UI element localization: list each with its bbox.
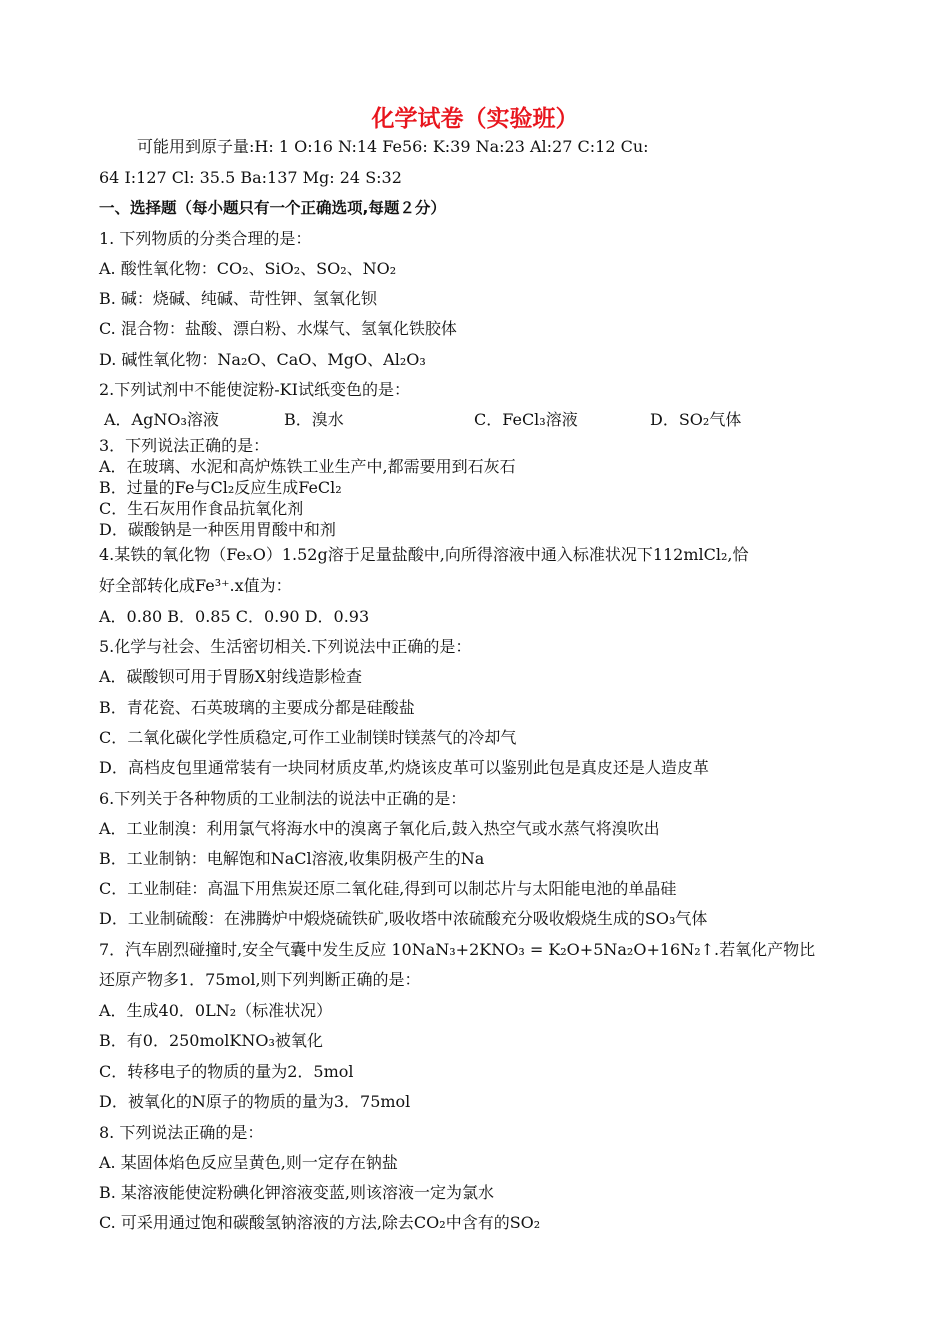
question-6-option-c: C．工业制硅：高温下用焦炭还原二氧化硅,得到可以制芯片与太阳能电池的单晶硅: [99, 879, 677, 898]
question-3-stem: 3．下列说法正确的是：: [99, 436, 270, 455]
question-6-option-a: A．工业制溴：利用氯气将海水中的溴离子氧化后,鼓入热空气或水蒸气将溴吹出: [99, 819, 660, 838]
question-2-stem: 2.下列试剂中不能使淀粉-KI试纸变色的是：: [99, 380, 410, 399]
question-7-stem-line-1: 7．汽车剧烈碰撞时,安全气囊中发生反应 10NaN₃+2KNO₃ = K₂O+5Na₂O+16N₂↑.若氧化产物比: [99, 940, 816, 959]
question-2-option-a: A．AgNO₃溶液: [104, 410, 219, 429]
question-3-option-b: B．过量的Fe与Cl₂反应生成FeCl₂: [99, 478, 342, 497]
question-8-option-b: B. 某溶液能使淀粉碘化钾溶液变蓝,则该溶液一定为氯水: [99, 1183, 495, 1202]
question-4-stem-line-2: 好全部转化成Fe³⁺.x值为：: [99, 576, 292, 595]
question-5-option-b: B．青花瓷、石英玻璃的主要成分都是硅酸盐: [99, 698, 415, 717]
section-1-header: 一、选择题（每小题只有一个正确选项,每题２分）: [99, 199, 446, 217]
question-4-stem-line-1: 4.某铁的氧化物（FeₓO）1.52g溶于足量盐酸中,向所得溶液中通入标准状况下112mlCl₂,恰: [99, 545, 749, 564]
question-7-option-d: D．被氧化的N原子的物质的量为3．75mol: [99, 1092, 411, 1111]
question-1-stem: 1. 下列物质的分类合理的是：: [99, 229, 312, 248]
question-8-option-a: A. 某固体焰色反应呈黄色,则一定存在钠盐: [99, 1153, 398, 1172]
atomic-masses-line-1: 可能用到原子量:H: 1 O:16 N:14 Fe56: K:39 Na:23 Al:27 C:12 Cu:: [137, 137, 649, 156]
question-6-option-d: D．工业制硫酸：在沸腾炉中煅烧硫铁矿,吸收塔中浓硫酸充分吸收煅烧生成的SO₃气体: [99, 909, 708, 928]
question-6-option-b: B．工业制钠：电解饱和NaCl溶液,收集阴极产生的Na: [99, 849, 485, 868]
question-1-option-c: C. 混合物：盐酸、漂白粉、水煤气、氢氧化铁胶体: [99, 319, 457, 338]
question-5-option-d: D．高档皮包里通常装有一块同材质皮革,灼烧该皮革可以鉴别此包是真皮还是人造皮革: [99, 758, 709, 777]
question-2-option-c: C．FeCl₃溶液: [474, 410, 578, 429]
question-6-stem: 6.下列关于各种物质的工业制法的说法中正确的是：: [99, 789, 467, 808]
question-8-option-c: C. 可采用通过饱和碳酸氢钠溶液的方法,除去CO₂中含有的SO₂: [99, 1213, 541, 1232]
question-5-option-c: C．二氧化碳化学性质稳定,可作工业制镁时镁蒸气的冷却气: [99, 728, 517, 747]
question-1-option-b: B. 碱：烧碱、纯碱、苛性钾、氢氧化钡: [99, 289, 377, 308]
question-1-option-a: A. 酸性氧化物：CO₂、SiO₂、SO₂、NO₂: [99, 259, 397, 278]
atomic-masses-line-2: 64 I:127 Cl: 35.5 Ba:137 Mg: 24 S:32: [99, 168, 402, 187]
question-7-option-b: B．有0．250molKNO₃被氧化: [99, 1031, 323, 1050]
question-8-stem: 8. 下列说法正确的是：: [99, 1123, 264, 1142]
question-5-stem: 5.化学与社会、生活密切相关.下列说法中正确的是：: [99, 637, 472, 656]
question-4-options: A．0.80 B．0.85 C．0.90 D．0.93: [99, 607, 370, 626]
question-7-option-c: C．转移电子的物质的量为2．5mol: [99, 1062, 354, 1081]
question-7-option-a: A．生成40．0LN₂（标准状况）: [99, 1001, 333, 1020]
question-1-option-d: D. 碱性氧化物：Na₂O、CaO、MgO、Al₂O₃: [99, 350, 426, 369]
question-5-option-a: A．碳酸钡可用于胃肠X射线造影检查: [99, 667, 362, 686]
question-2-option-d: D．SO₂气体: [650, 410, 742, 429]
question-3-option-c: C．生石灰用作食品抗氧化剂: [99, 499, 304, 518]
question-2-option-b: B．溴水: [284, 410, 344, 429]
question-3-option-a: A．在玻璃、水泥和高炉炼铁工业生产中,都需要用到石灰石: [99, 457, 516, 476]
question-7-stem-line-2: 还原产物多1．75mol,则下列判断正确的是：: [99, 970, 421, 989]
exam-title: 化学试卷（实验班）: [371, 106, 579, 132]
question-3-option-d: D．碳酸钠是一种医用胃酸中和剂: [99, 520, 336, 539]
